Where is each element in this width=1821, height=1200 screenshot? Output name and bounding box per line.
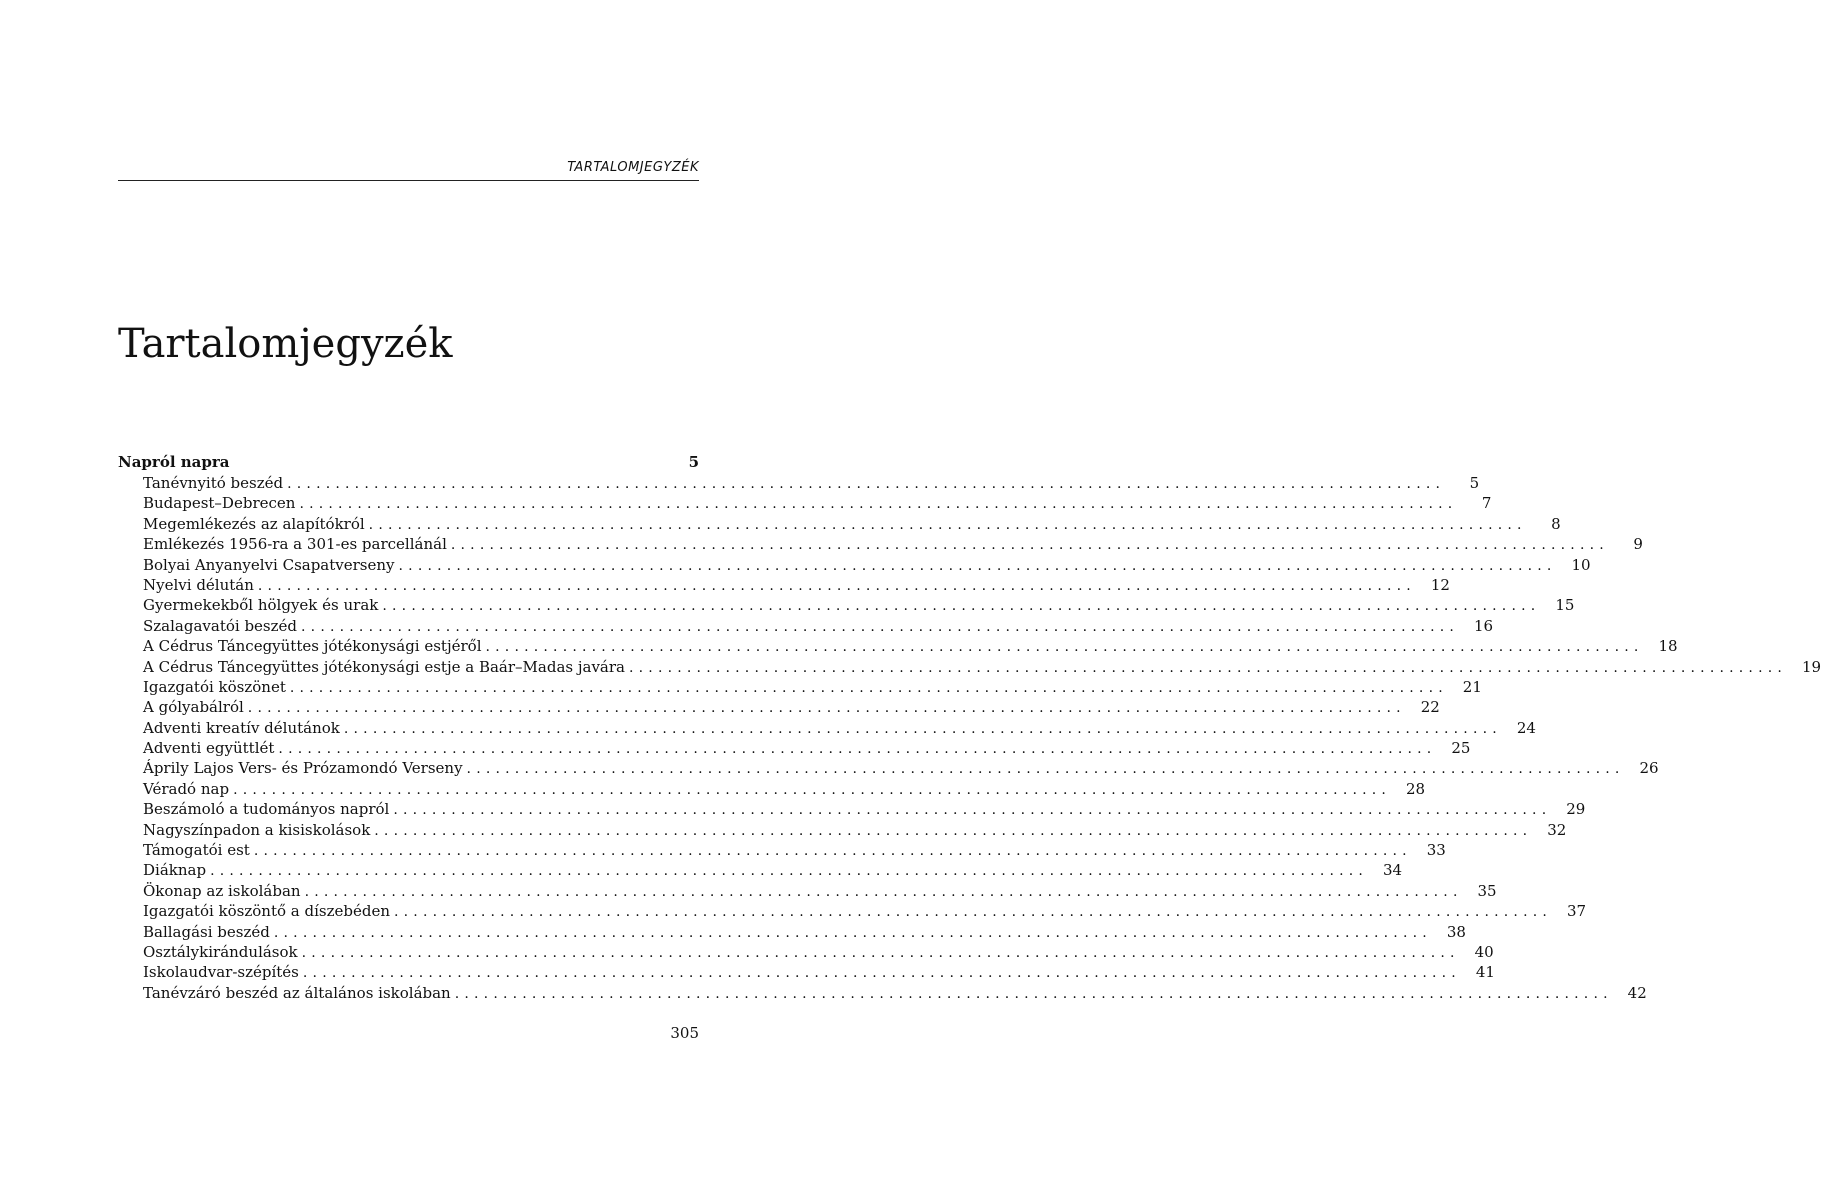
table-of-contents <box>118 452 1821 1003</box>
dot-leader: ........................................................................................................................ <box>450 537 1609 554</box>
toc-entry-title: Adventi kreatív délutánok <box>143 718 340 737</box>
dot-leader: ........................................................................................................................ <box>304 883 1463 900</box>
toc-entry-title: Beszámoló a tudományos napról <box>143 800 390 819</box>
dot-leader: ........................................................................................................................ <box>287 476 1446 492</box>
toc-entry-page: 25 <box>1451 739 1471 758</box>
toc-entry-page: 37 <box>1566 902 1587 921</box>
toc-entry-page: 32 <box>1547 820 1567 839</box>
dot-leader: ........................................................................................................................ <box>454 985 1613 1002</box>
toc-entry-page: 35 <box>1477 881 1497 900</box>
toc-entry-title: Támogatói est <box>143 841 250 860</box>
toc-entry[interactable] <box>118 534 1643 554</box>
dot-leader: ........................................................................................................................ <box>233 781 1392 798</box>
toc-entry[interactable] <box>118 514 1561 534</box>
toc-entry[interactable] <box>118 860 1403 880</box>
toc-entry[interactable] <box>118 942 1494 962</box>
toc-entry-title: Ökonap az iskolában <box>143 881 301 900</box>
toc-entry-page: 7 <box>1481 494 1492 513</box>
toc-entry[interactable] <box>118 779 1426 799</box>
toc-entry[interactable] <box>118 881 1497 901</box>
toc-entry-page: 26 <box>1639 759 1659 778</box>
toc-entry-list <box>118 473 1821 1003</box>
toc-entry-page: 10 <box>1571 555 1591 574</box>
toc-entry-title: Osztálykirándulások <box>143 942 298 961</box>
dot-leader: ........................................................................................................................ <box>368 516 1527 533</box>
toc-entry-page: 15 <box>1555 596 1575 615</box>
dot-leader: ........................................................................................................................ <box>485 639 1644 656</box>
toc-entry[interactable] <box>118 697 1440 717</box>
dot-leader: ........................................................................................................................ <box>247 700 1406 717</box>
toc-entry-page: 18 <box>1658 637 1678 656</box>
toc-entry[interactable] <box>118 983 1647 1003</box>
toc-entry-page: 5 <box>1469 474 1480 492</box>
dot-leader: ........................................................................................................................ <box>374 822 1533 839</box>
toc-entry-title: A gólyabálról <box>143 698 244 717</box>
toc-entry-page: 34 <box>1383 861 1403 880</box>
toc-entry-page: 16 <box>1473 616 1494 635</box>
toc-entry-title: Iskolaudvar-szépítés <box>143 963 299 982</box>
toc-section-title: Napról napra <box>118 453 230 471</box>
page-number: 305 <box>670 1024 699 1042</box>
dot-leader: ........................................................................................................................ <box>394 904 1553 921</box>
toc-entry[interactable] <box>118 595 1575 615</box>
toc-entry-page: 40 <box>1474 942 1494 961</box>
dot-leader: ........................................................................................................................ <box>629 659 1788 676</box>
toc-entry[interactable] <box>118 738 1471 758</box>
toc-entry-title: Diáknap <box>143 861 207 880</box>
toc-entry-title: Igazgatói köszöntő a díszebéden <box>143 902 390 921</box>
toc-entry[interactable] <box>118 473 1480 493</box>
dot-leader: ........................................................................................................................ <box>289 679 1448 696</box>
toc-entry[interactable] <box>118 901 1587 921</box>
toc-entry[interactable] <box>118 799 1586 819</box>
dot-leader: ........................................................................................................................ <box>257 577 1416 594</box>
running-head <box>118 160 699 181</box>
toc-entry-page: 41 <box>1475 963 1495 982</box>
dot-leader: ........................................................................................................................ <box>382 598 1541 615</box>
toc-entry[interactable] <box>118 575 1450 595</box>
toc-entry-title: Tanévzáró beszéd az általános iskolában <box>143 983 451 1002</box>
toc-entry[interactable] <box>118 922 1466 942</box>
toc-entry-title: Igazgatói köszönet <box>143 677 286 696</box>
toc-entry-title: Gyermekekből hölgyek és urak <box>143 596 379 615</box>
toc-entry-page: 29 <box>1566 800 1586 819</box>
running-head-text: TARTALOMJEGYZÉK <box>567 160 699 175</box>
toc-entry-title: Bolyai Anyanyelvi Csapatverseny <box>143 555 395 574</box>
dot-leader: ........................................................................................................................ <box>398 557 1557 574</box>
toc-entry-title: Budapest–Debrecen <box>143 494 296 513</box>
toc-entry-page: 38 <box>1446 922 1466 941</box>
toc-entry-page: 21 <box>1462 677 1482 696</box>
toc-section[interactable] <box>118 452 699 473</box>
toc-entry-title: Véradó nap <box>143 779 230 798</box>
toc-entry-title: Áprily Lajos Vers- és Prózamondó Verseny <box>143 759 463 778</box>
toc-entry-page: 33 <box>1426 841 1446 860</box>
toc-entry[interactable] <box>118 820 1567 840</box>
toc-section-page: 5 <box>688 453 699 471</box>
dot-leader: ........................................................................................................................ <box>299 496 1458 513</box>
toc-entry-page: 19 <box>1801 657 1821 676</box>
dot-leader: ........................................................................................................................ <box>393 802 1552 819</box>
toc-entry-title: Szalagavatói beszéd <box>143 616 298 635</box>
dot-leader: ........................................................................................................................ <box>253 843 1412 860</box>
toc-entry-title: A Cédrus Táncegyüttes jótékonysági estje a Baár–Madas javára <box>143 657 625 676</box>
toc-entry-title: A Cédrus Táncegyüttes jótékonysági estjéről <box>143 637 482 656</box>
toc-entry[interactable] <box>118 657 1821 677</box>
toc-entry-page: 22 <box>1420 698 1440 717</box>
dot-leader: ........................................................................................................................ <box>210 863 1369 880</box>
toc-entry-title: Emlékezés 1956-ra a 301-es parcellánál <box>143 535 447 554</box>
toc-entry[interactable] <box>118 636 1678 656</box>
toc-entry[interactable] <box>118 555 1591 575</box>
toc-entry[interactable] <box>118 758 1659 778</box>
toc-entry-title: Adventi együttlét <box>143 739 275 758</box>
dot-leader: ........................................................................................................................ <box>273 924 1432 941</box>
dot-leader: ........................................................................................................................ <box>343 720 1502 737</box>
toc-entry-title: Nagyszínpadon a kisiskolások <box>143 820 371 839</box>
toc-entry-page: 12 <box>1430 575 1450 594</box>
dot-leader: ........................................................................................................................ <box>466 761 1625 778</box>
toc-entry-page: 24 <box>1516 718 1536 737</box>
toc-entry-page: 8 <box>1551 514 1561 533</box>
page-title: Tartalomjegyzék <box>118 321 453 367</box>
toc-entry-title: Ballagási beszéd <box>143 922 270 941</box>
toc-entry[interactable] <box>118 962 1495 982</box>
toc-entry-page: 28 <box>1406 779 1426 798</box>
toc-entry-title: Tanévnyitó beszéd <box>143 474 284 492</box>
toc-entry-page: 9 <box>1633 535 1643 554</box>
toc-entry[interactable] <box>118 718 1536 738</box>
toc-entry-title: Megemlékezés az alapítókról <box>143 514 365 533</box>
dot-leader: ........................................................................................................................ <box>302 965 1461 982</box>
dot-leader: ........................................................................................................................ <box>278 741 1437 758</box>
dot-leader: ........................................................................................................................ <box>301 944 1460 961</box>
toc-entry[interactable] <box>118 616 1494 636</box>
toc-entry[interactable] <box>118 677 1482 697</box>
dot-leader: ........................................................................................................................ <box>301 618 1460 635</box>
toc-entry[interactable] <box>118 493 1492 513</box>
toc-entry-page: 42 <box>1627 983 1647 1002</box>
toc-entry[interactable] <box>118 840 1446 860</box>
toc-entry-title: Nyelvi délután <box>143 575 254 594</box>
